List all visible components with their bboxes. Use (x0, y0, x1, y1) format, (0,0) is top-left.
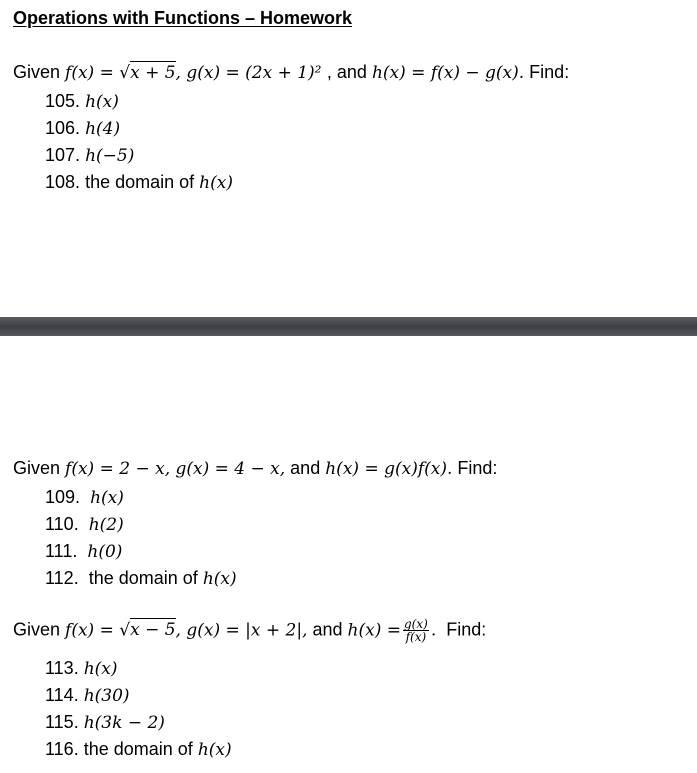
and-label: and (312, 619, 343, 640)
f-definition: f(x) = √ (65, 620, 131, 641)
list-item: 108. the domain of h(x) (45, 172, 233, 193)
and-label: and (290, 458, 321, 478)
list-item: 105. h(x) (45, 91, 119, 112)
fraction-numerator: g(x) (404, 617, 428, 631)
list-item: 110. h(2) (45, 514, 124, 535)
problem-statement-3: Given f(x) = √x − 5, g(x) = |x + 2|, and h(x) = $\frac{g(x)}{f(x)}$ . Find: (13, 617, 487, 644)
h-definition: h(x) = (347, 620, 401, 641)
list-item: 107. h(−5) (45, 145, 135, 166)
f-g-definition: f(x) = 2 − x, g(x) = 4 − x, (65, 459, 286, 479)
section-divider (0, 317, 697, 336)
h-definition: h(x) = f(x) − g(x). (371, 63, 525, 83)
f-radicand: x + 5 (130, 63, 176, 83)
problem-statement-2 (13, 458, 497, 479)
find-label: Find: (529, 62, 570, 82)
list-item: 106. h(4) (45, 118, 121, 139)
list-item: 115. h(3k − 2) (45, 712, 165, 733)
f-definition: f(x) = √ (65, 63, 131, 83)
list-item: 112. the domain of h(x) (45, 568, 237, 589)
list-item: 116. the domain of h(x) (45, 739, 232, 760)
and-label: , and (326, 62, 367, 82)
h-fraction (403, 618, 429, 643)
list-item: 109. h(x) (45, 487, 124, 508)
g-definition: , g(x) = (2x + 1)² (175, 63, 327, 83)
given-label: Given (13, 62, 61, 82)
list-item: 111. h(0) (45, 541, 123, 562)
f-radicand: x − 5 (130, 620, 176, 641)
h-definition: h(x) = g(x)f(x). (325, 459, 453, 479)
list-item: 114. h(30) (45, 685, 130, 706)
find-label: Find: (446, 619, 487, 640)
given-label: Given (13, 619, 61, 640)
fraction-denominator: f(x) (405, 630, 427, 644)
g-definition: , g(x) = |x + 2|, (175, 620, 308, 641)
problem-statement-1 (13, 62, 569, 83)
list-item: 113. h(x) (45, 658, 118, 679)
page-title: Operations with Functions – Homework (13, 8, 353, 28)
find-label: Find: (457, 458, 498, 478)
given-label: Given (13, 458, 61, 478)
